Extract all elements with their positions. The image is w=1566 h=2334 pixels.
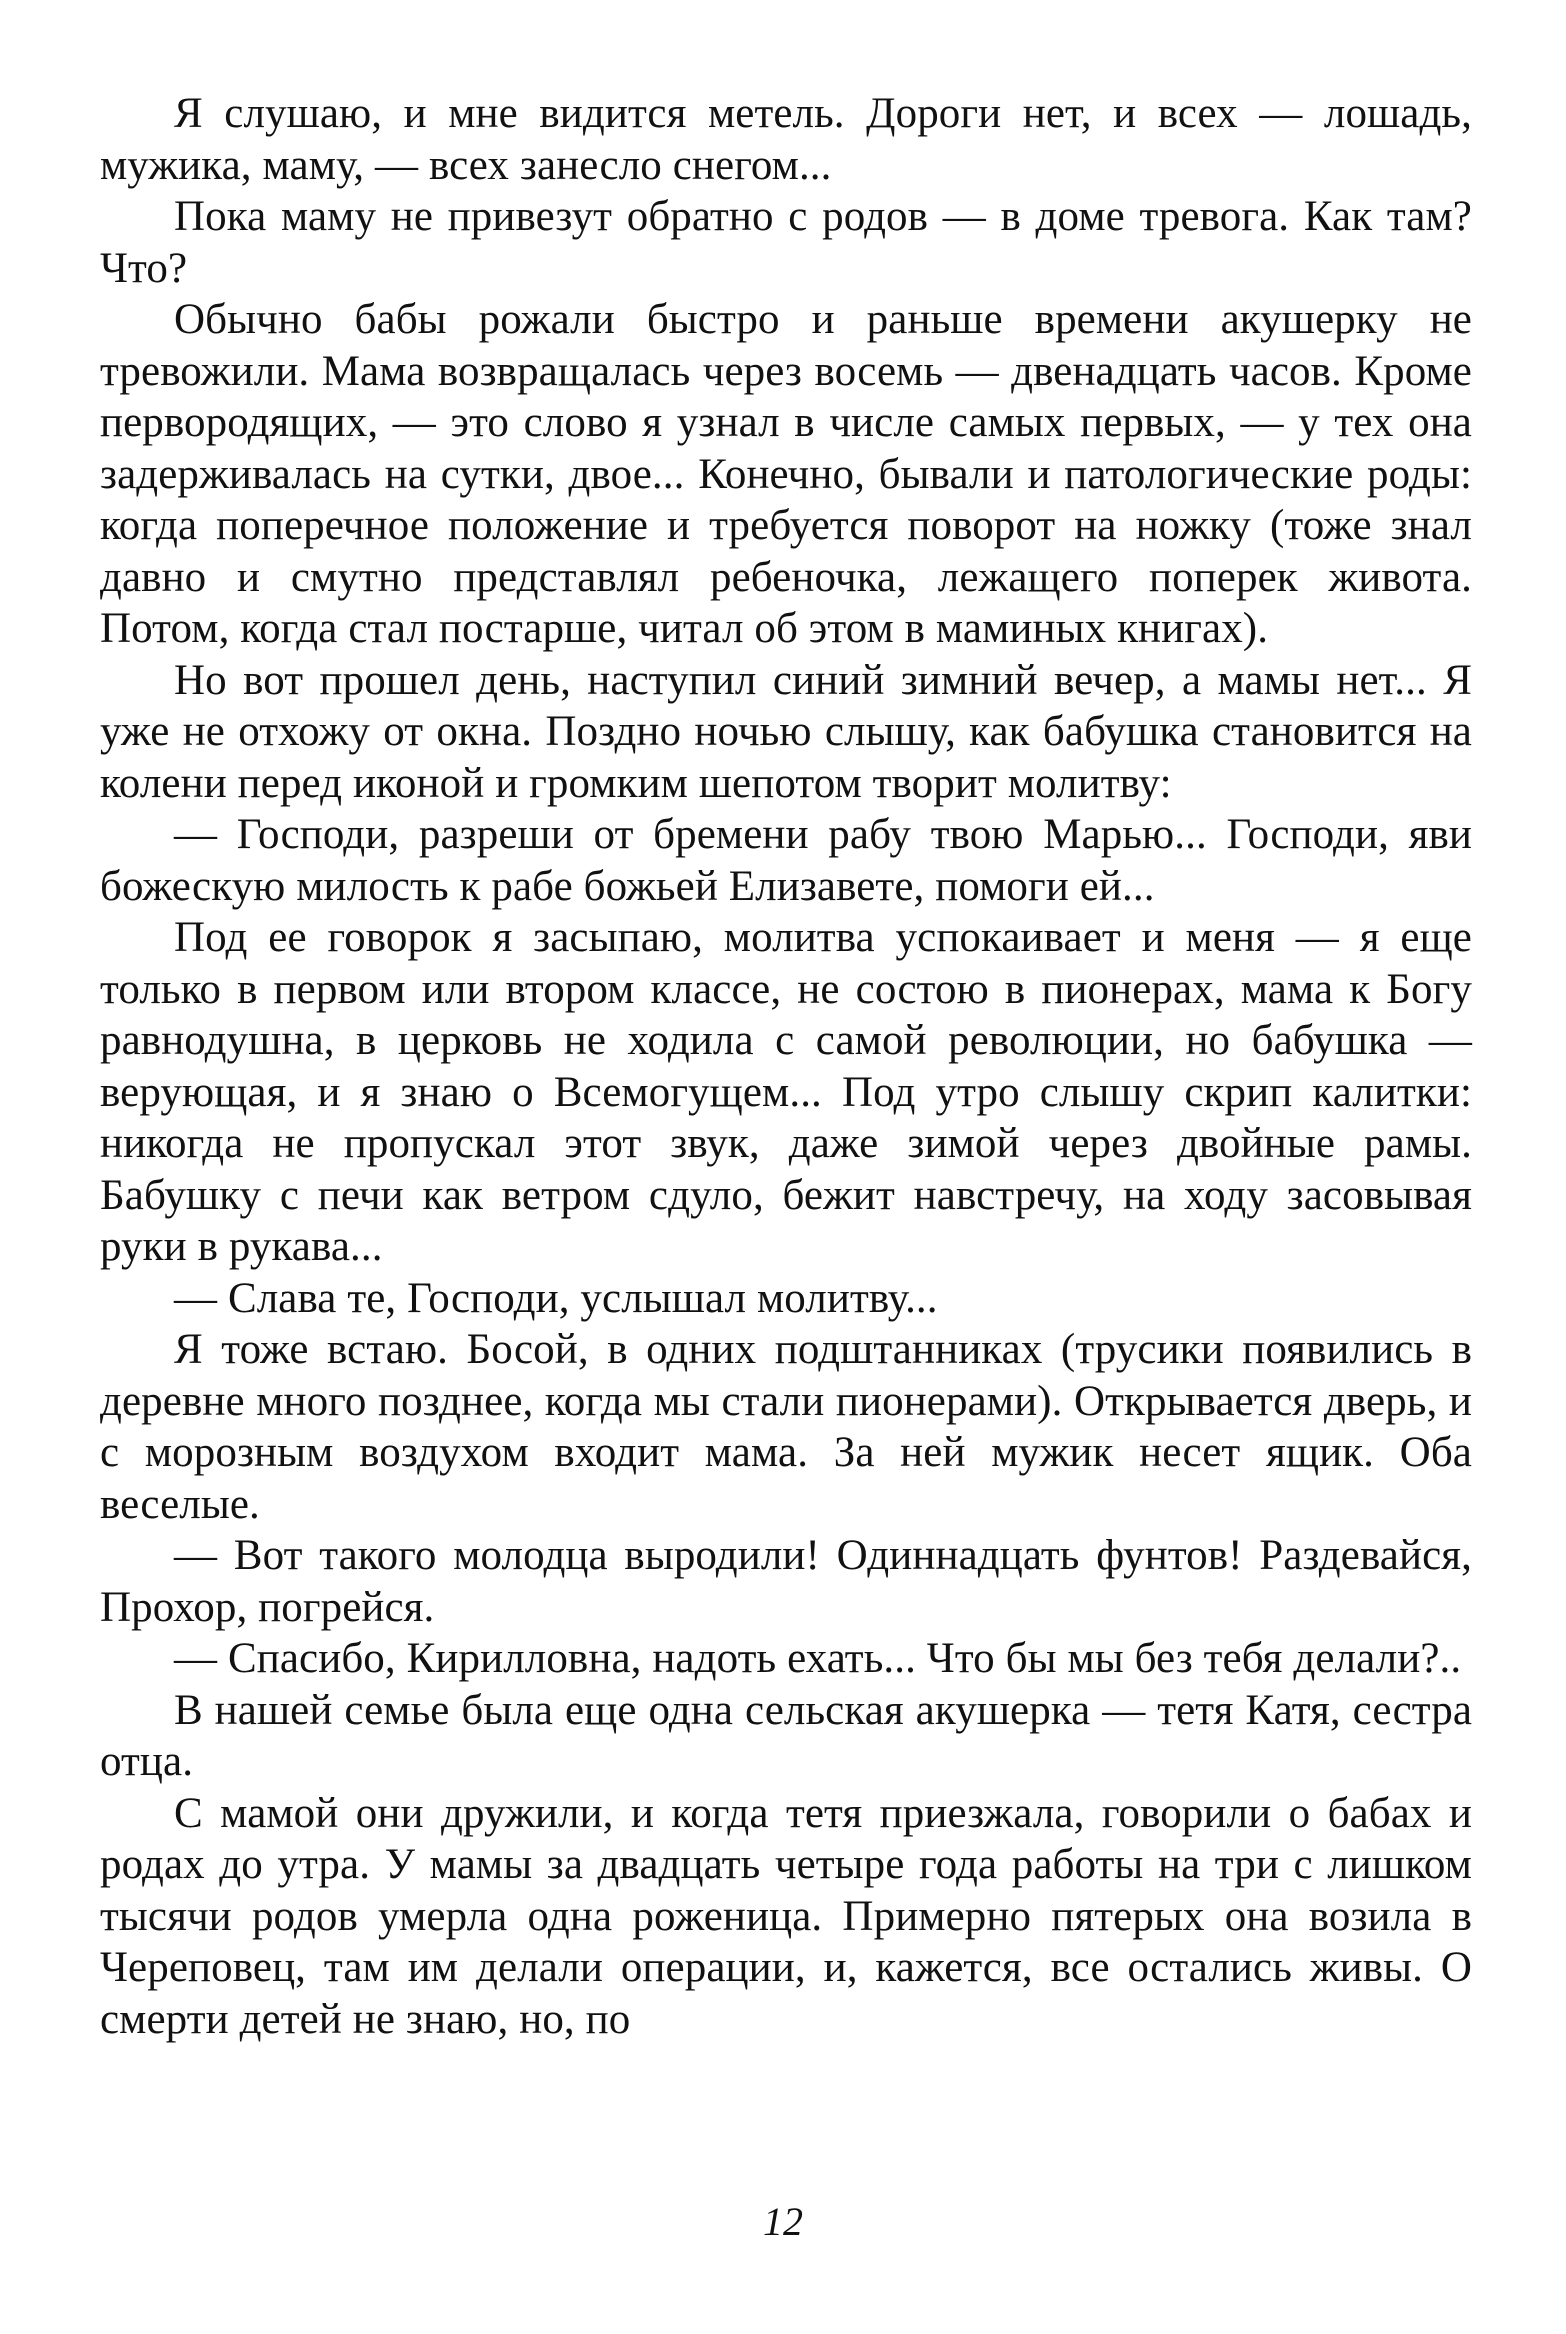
paragraph-4: Но вот прошел день, наступил синий зимний вечер, а мамы нет... Я уже не отхожу от окна. Поздно ночью слышу, как бабушка становится на колени перед иконой и громким шепотом творит молитву:	[100, 656, 1472, 807]
paragraph-9: — Вот такого молодца выродили! Одиннадцать фунтов! Раздевайся, Прохор, погрейся.	[100, 1532, 1472, 1631]
paragraph-5: — Господи, разреши от бремени рабу твою Марью... Господи, яви божескую милость к рабе божьей Елизавете, помоги ей...	[100, 811, 1472, 910]
paragraph-6: Под ее говорок я засыпаю, молитва успокаивает и меня — я еще только в первом или втором классе, не состою в пионерах, мама к Богу равнодушна, в церковь не ходила с самой революции, но бабушка — верующая, и я знаю о Всемогущем... Под утро слышу скрип калитки: никогда не пропускал этот звук, даже зимой через двойные рамы. Бабушку с печи как ветром сдуло, бежит навстречу, на ходу засовывая руки в рукава...	[100, 914, 1472, 1270]
paragraph-12: С мамой они дружили, и когда тетя приезжала, говорили о бабах и родах до утра. У мамы за двадцать четыре года работы на три с лишком тысячи родов умерла одна роженица. Примерно пятерых она возила в Череповец, там им делали операции, и, кажется, все остались живы. О смерти детей не знаю, но, по	[100, 1789, 1472, 2043]
paragraph-3: Обычно бабы рожали быстро и раньше времени акушерку не тревожили. Мама возвращалась через восемь — двенадцать часов. Кроме первородящих, — это слово я узнал в числе самых первых, — у тех она задерживалась на сутки, двое... Конечно, бывали и патологические роды: когда поперечное положение и требуется поворот на ножку (тоже знал давно и смутно представлял ребеночка, лежащего поперек живота. Потом, когда стал постарше, читал об этом в маминых книгах).	[100, 296, 1472, 652]
paragraph-10: — Спасибо, Кирилловна, надоть ехать... Что бы мы без тебя делали?..	[174, 1635, 1462, 1682]
page-text	[100, 88, 1472, 2045]
paragraph-1: Я слушаю, и мне видится метель. Дороги нет, и всех — лошадь, мужика, маму, — всех занесло снегом...	[100, 90, 1472, 189]
paragraph-11: В нашей семье была еще одна сельская акушерка — тетя Катя, сестра отца.	[100, 1686, 1472, 1785]
paragraph-8: Я тоже встаю. Босой, в одних подштанниках (трусики появились в деревне много позднее, когда мы стали пионерами). Открывается дверь, и с морозным воздухом входит мама. За ней мужик несет ящик. Оба веселые.	[100, 1326, 1472, 1528]
paragraph-2: Пока маму не привезут обратно с родов — в доме тревога. Как там? Что?	[100, 193, 1472, 292]
paragraph-7: — Слава те, Господи, услышал молитву...	[174, 1274, 938, 1322]
page-number: 12	[763, 2199, 803, 2244]
